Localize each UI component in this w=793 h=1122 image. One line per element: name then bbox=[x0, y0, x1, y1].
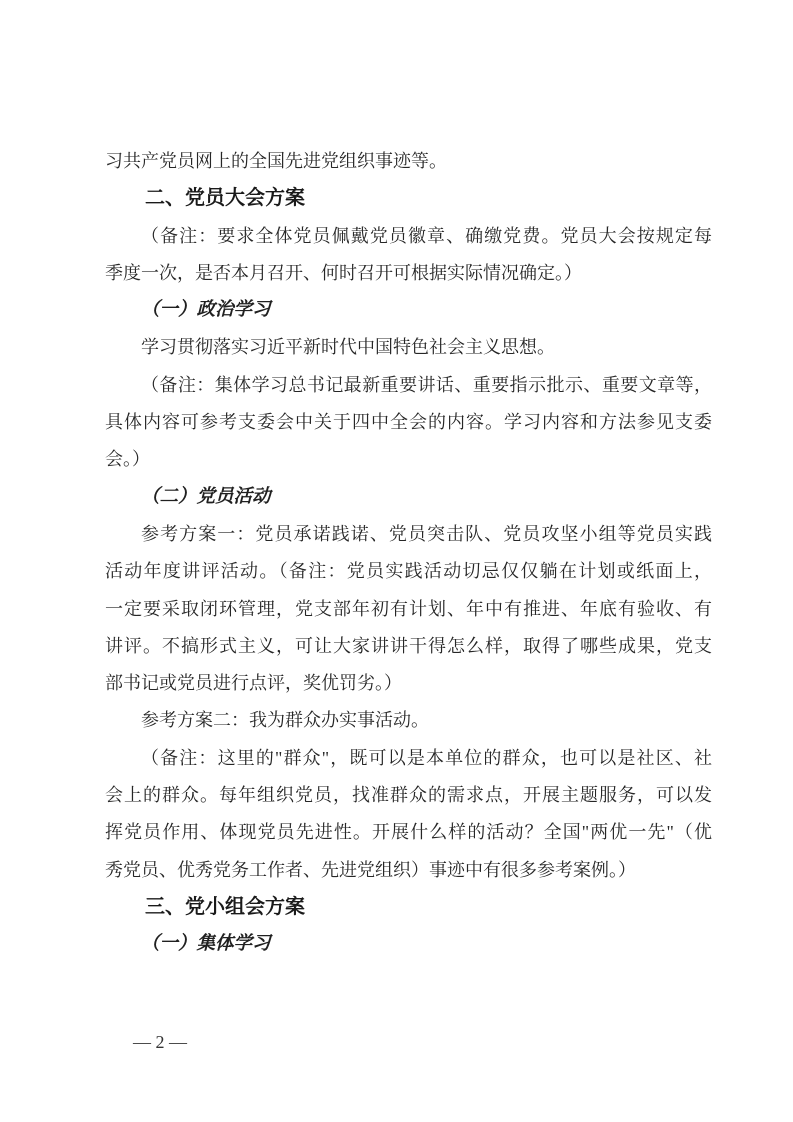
subsection-heading: （二）党员活动 bbox=[141, 486, 271, 507]
subsection-heading: （一）集体学习 bbox=[141, 934, 271, 955]
doc-line: 一定要采取闭环管理，党支部年初有计划、年中有推进、年底有验收、有 bbox=[105, 598, 712, 619]
doc-line: 讲评。不搞形式主义，可让大家讲讲干得怎么样，取得了哪些成果，党支 bbox=[105, 635, 712, 656]
doc-line: 部书记或党员进行点评，奖优罚劣。） bbox=[105, 673, 402, 694]
document-body bbox=[105, 143, 712, 964]
doc-line: 具体内容可参考支委会中关于四中全会的内容。学习内容和方法参见支委 bbox=[105, 412, 712, 433]
doc-line: 习共产党员网上的全国先进党组织事迹等。 bbox=[105, 151, 447, 171]
doc-line: （备注：要求全体党员佩戴党员徽章、确缴党费。党员大会按规定每 bbox=[141, 225, 712, 246]
doc-line: 秀党员、优秀党务工作者、先进党组织）事迹中有很多参考案例。） bbox=[105, 859, 636, 880]
doc-line: 参考方案一：党员承诺践诺、党员突击队、党员攻坚小组等党员实践 bbox=[141, 523, 712, 544]
doc-line: 挥党员作用、体现党员先进性。开展什么样的活动？全国"两优一先"（优 bbox=[105, 822, 712, 843]
doc-line: 活动年度讲评活动。（备注：党员实践活动切忌仅仅躺在计划或纸面上， bbox=[105, 561, 712, 582]
section-heading-3: 三、党小组会方案 bbox=[145, 895, 305, 918]
section-heading-2: 二、党员大会方案 bbox=[145, 187, 305, 210]
doc-line: 会。） bbox=[105, 449, 150, 470]
doc-line: 会上的群众。每年组织党员，找准群众的需求点，开展主题服务，可以发 bbox=[105, 785, 712, 806]
subsection-heading: （一）政治学习 bbox=[141, 300, 271, 321]
doc-line: 学习贯彻落实习近平新时代中国特色社会主义思想。 bbox=[141, 337, 555, 358]
doc-line: 参考方案二：我为群众办实事活动。 bbox=[141, 710, 429, 731]
doc-line: 季度一次，是否本月召开、何时召开可根据实际情况确定。） bbox=[105, 262, 582, 283]
doc-line: （备注：这里的"群众"，既可以是本单位的群众，也可以是社区、社 bbox=[141, 747, 712, 768]
doc-line: （备注：集体学习总书记最新重要讲话、重要指示批示、重要文章等， bbox=[141, 374, 712, 395]
page-number: — 2 — bbox=[133, 1032, 187, 1052]
